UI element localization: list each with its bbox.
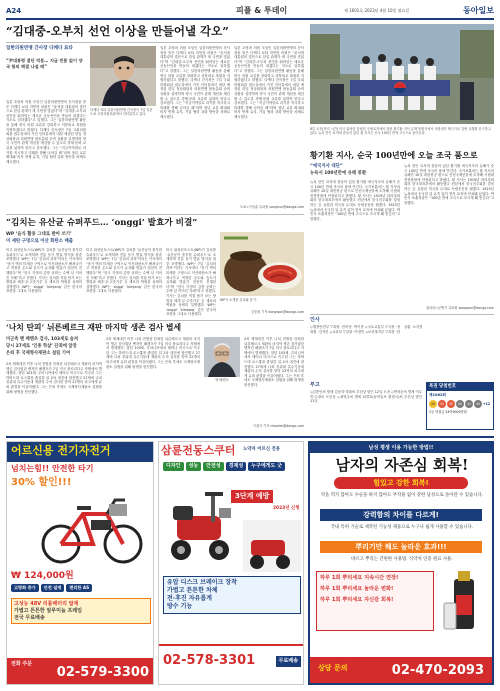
headline-kimchi: “김치는 유산균 슈퍼푸드… ‘onggi’ 발효가 비결” — [6, 218, 198, 228]
ad-tag: 고령화 증가 — [11, 584, 39, 592]
ad-health-bullets — [316, 571, 434, 631]
lotto-box — [426, 382, 494, 430]
ad-bike-cta: 전화 주문 — [11, 661, 33, 667]
ad-scooter[interactable] — [158, 441, 304, 685]
ad-badge: 성능 — [186, 462, 202, 471]
ad-bike-phone-band — [7, 658, 154, 684]
lotto-note: 1등 당첨금 24억9000만원 — [429, 409, 467, 414]
ad-scooter-point: 방수 기능 — [167, 603, 193, 611]
notices-title: 인사 — [310, 317, 320, 323]
ad-health-phone[interactable]: 02-470-2093 — [391, 663, 484, 678]
deck2-story4: 당시 27세로 ‘인종 학살’ 단죄에 앞장 — [6, 344, 77, 349]
ad-health-band: 힘있고 강한 회복! — [334, 477, 468, 489]
photo-takeda — [90, 46, 156, 106]
divider — [310, 314, 494, 315]
bike-illustration — [37, 492, 147, 566]
ad-scooter-headline: 삼륜전동스쿠터 — [161, 444, 236, 457]
ad-health-bullet: 하루 1회 뿌리세요 지속시간 연장! — [320, 575, 399, 581]
body-story1-col3: 일본 초당파 의원 모임인 일한의원연맹의 간사장을 맡은 다케다 료타 자민당 의원은 “윤석열 대통령의 결단으로 한일 관계가 새 국면을 맞았다”며 “김대중-오부치 선언을 뛰어넘는 새로운 공동선언을 만들어 내겠다는 각오로 임하겠다”고 말했다. 그는 일한의원연맹 활동을 통해 양국 의원 교류를 강화하고 셔틀외교 복원을 지원하겠다고 밝혔다. 다케다 간사장은 7일 국회의원회관 집무실에서 가진 인터뷰에서 내달 예정된 한일 정상회담과 의원연맹 합동총회 준비 상황을 설명하며 양국 국민이 관계 개선을 체감할 수 있도록 경제·문화 교류를 넓혀야 한다고 강조했다. 그는 “지금이야말로 과거를 직시하고 미래를 향해 나아갈 때”라며 청년 교류 확대와 비자 면제 유지, 기업 협력 강화 방안을 차례로 제시했다. — [234, 46, 304, 119]
ad-scooter-point: 유압 디스크 브레이크 장착 — [167, 579, 238, 586]
ad-scooter-price-label: 무료배송 — [276, 656, 301, 667]
issue-date: 제 1601호 2023년 4월 10일 월요일 — [344, 8, 410, 13]
masthead-logo: 동아일보 — [463, 5, 494, 15]
page-number: A24 — [6, 7, 22, 15]
notices-body: ◇행정안전부 ▽과장 ·진미영 ·박기종 ◇국토교통부 ▽국장 ·정희원 ·김석민 ◇교육부 ▽실장 ·이정민 ◇보건복지부 ▽과장 ·한상훈 ·오지현 — [310, 325, 423, 334]
ad-scooter-promo: 3단계 예방 — [231, 490, 273, 503]
deck2-story1: “尹대통령 결단 덕분… 지금 빈틈 없이 양국 합의 해결 나설 때” — [6, 58, 83, 69]
ad-scooter-footer — [159, 644, 304, 684]
deck-story1: 일한의원연맹 간사장 다케다 료타 — [6, 46, 73, 51]
ad-scooter-points — [163, 576, 301, 614]
lotto-title: 복권 당첨번호 — [427, 383, 493, 391]
ad-health-copy2: 국내 특허 기술로 제작된 기능성 제품으로 누구나 쉽게 사용할 수 있습니다. — [330, 525, 474, 530]
lotto-ball: 31 — [438, 400, 446, 408]
lotto-ball: 40 — [456, 400, 464, 408]
body-story3-col2: 미국 워싱턴포스트(WP)가 김치를 ‘유산균이 풍부한 슈퍼푸드’로 소개하며 전통 옹기 발효 방식을 집중 조명했다. WP는 7일 ‘김치의 과학’이라는 기사에서 “옹기 벽의 미세한 구멍으로 이산화탄소가 빠져나가고 적정한 온도와 습도가 유지돼 발효가 천천히 진행된다”며 “한국 가정의 김장 문화는 수백 년 이어진 지혜”라고 전했다. 기사는 김치를 직접 담가 보는 방법과 배추·무·고춧가루 등 재료의 역할을 상세히 설명했다. WP는 ‘onggi’ ‘kimjang’ 같은 한국어 표현을 그대로 사용했다. — [86, 248, 162, 294]
ad-scooter-brand: 노약자 어르신 전용 — [243, 447, 280, 452]
body-story1-col2: 일본 초당파 의원 모임인 일한의원연맹의 간사장을 맡은 다케다 료타 자민당 의원은 “윤석열 대통령의 결단으로 한일 관계가 새 국면을 맞았다”며 “김대중-오부치 선언을 뛰어넘는 새로운 공동선언을 만들어 내겠다는 각오로 임하겠다”고 말했다. 그는 일한의원연맹 활동을 통해 양국 의원 교류를 강화하고 셔틀외교 복원을 지원하겠다고 밝혔다. 다케다 간사장은 7일 국회의원회관 집무실에서 가진 인터뷰에서 내달 예정된 한일 정상회담과 의원연맹 합동총회 준비 상황을 설명하며 양국 국민이 관계 개선을 체감할 수 있도록 경제·문화 교류를 넓혀야 한다고 강조했다. 그는 “지금이야말로 과거를 직시하고 미래를 향해 나아갈 때”라며 청년 교류 확대와 비자 면제 유지, 기업 협력 강화 방안을 차례로 제시했다. — [160, 46, 230, 119]
caption-ferencz: 벤 페렌츠 — [215, 378, 229, 382]
ad-badge: 안전성 — [203, 462, 224, 471]
scooter-illustration — [167, 488, 239, 566]
ad-bike-headline: 어르신용 전기자전거 — [11, 444, 111, 457]
photo-repatriation — [310, 24, 494, 124]
deck2-story3: 미 세탄 구멍으로 이산 화탄소 배출 — [6, 239, 74, 244]
body-story4-col2: 2차 세계대전 이후 나치 전범을 단죄한 뉘른베르크 재판의 마지막 생존 검사였던 벤저민 페렌츠가 7일 미국 플로리다주 자택에서 별세했다. 향년 103세. 루마니아에서 태어나 미국으로 이주한 그는 하버드대 로스쿨을 졸업한 뒤 2차 대전에 참전했고 27세에 나치 친위대 특수기동대 재판의 수석 검사를 맡아 22명의 피고에게 유죄 판결을 이끌어냈다. 그는 은퇴 후에도 국제형사재판소 설립을 위해 평생을 헌신했다. — [106, 337, 200, 369]
lotto-ball: 20 — [429, 400, 437, 408]
caption-kimchi: WP가 소개한 김치와 옹기. — [220, 298, 257, 302]
obituary-body: ◇김종인씨 별세 김동하·경화씨 부친상 발인 12일 오전 ◇박정순씨 별세 이수민·수정씨 모친상 ◇최영수씨 별세 최경호(동아일보 편집국)씨 부친상 발인 11일 — [310, 390, 422, 404]
ad-badge: 디자인 — [163, 462, 184, 471]
byline-story2: 워싱턴=문병기 특파원 weappon@donga.com — [426, 306, 494, 310]
lotto-round: 제1062회 — [429, 392, 446, 397]
ad-bike-feature: 전국 무료배송 — [14, 614, 45, 621]
ad-health-headline: 남자의 자존심 회복! — [335, 456, 469, 474]
body-story2: 뉴욕 한인 묘지에 잠들어 있던 황기환 애국지사의 유해가 순국 100년 만에 조국의 품에 안긴다. 국가보훈처는 황 지사의 유해가 10일 대한항공 편으로 인천국제공항에 도착해 국립대전현충원에 안장된다고 밝혔다. 황 지사는 1919년 파리강화회의 한국대표부에서 활동했고 런던에서 한국친우회를 결성하는 등 유럽과 미국을 무대로 독립운동을 펼쳤다. 1923년 뉴욕에서 순국한 뒤 유족 없이 현지 묘지에 안치돼 있었다. 박민식 보훈처장은 “100년 만에 고국으로 모시게 돼 뜻깊다”고 말했다. — [310, 180, 400, 221]
ad-health-bullet: 하루 1회 뿌리세요 놀라운 변화! — [320, 586, 394, 593]
byline-story4: 이청아 기자 clearlee@donga.com — [252, 424, 304, 428]
body-story1: 일본 초당파 의원 모임인 일한의원연맹의 간사장을 맡은 다케다 료타 자민당 의원은 “윤석열 대통령의 결단으로 한일 관계가 새 국면을 맞았다”며 “김대중-오부치 선언을 뛰어넘는 새로운 공동선언을 만들어 내겠다는 각오로 임하겠다”고 말했다. 그는 일한의원연맹 활동을 통해 양국 의원 교류를 강화하고 셔틀외교 복원을 지원하겠다고 밝혔다. 다케다 간사장은 7일 국회의원회관 집무실에서 가진 인터뷰에서 내달 예정된 한일 정상회담과 의원연맹 합동총회 준비 상황을 설명하며 양국 국민이 관계 개선을 체감할 수 있도록 경제·문화 교류를 넓혀야 한다고 강조했다. 그는 “지금이야말로 과거를 직시하고 미래를 향해 나아갈 때”라며 청년 교류 확대와 비자 면제 유지, 기업 협력 강화 방안을 차례로 제시했다. — [6, 100, 86, 164]
ad-health-band3: 뿌리기만 해도 놀라운 효과!!! — [320, 541, 482, 553]
deck-story3: WP ‘음식 활용 그대로 받아 쓰기’ — [6, 232, 72, 237]
deck3-story4: 은퇴 후 국제형사재판소 설립 기여 — [6, 351, 71, 356]
ad-tag: 안전 설계 — [41, 584, 65, 592]
ad-scooter-point: 가볍고 튼튼한 차체 — [167, 587, 218, 595]
ad-mens-health[interactable] — [308, 441, 494, 685]
section-title: 피플 & 투데이 — [236, 6, 288, 15]
ad-health-footer — [310, 657, 492, 683]
headline-kim-obuchi: “김대중-오부치 선언 이상을 만들어낼 각오” — [6, 24, 229, 38]
ad-health-bullet: 하루 1회 뿌리세요 자신감 회복! — [320, 597, 394, 604]
body-story4: 2차 세계대전 이후 나치 전범을 단죄한 뉘른베르크 재판의 마지막 생존 검사였던 벤저민 페렌츠가 7일 미국 플로리다주 자택에서 별세했다. 향년 103세. 루마니아에서 태어나 미국으로 이주한 그는 하버드대 로스쿨을 졸업한 뒤 2차 대전에 참전했고 27세에 나치 친위대 특수기동대 재판의 수석 검사를 맡아 22명의 피고에게 유죄 판결을 이끌어냈다. 그는 은퇴 후에도 국제형사재판소 설립을 위해 평생을 헌신했다. — [6, 362, 102, 394]
byline-story3: 김동원 기자 dongwon@donga.com — [251, 310, 304, 314]
ad-badge: 경제성 — [226, 462, 247, 471]
ad-bike-sub: 넘치는힘!! 안전한 타기 — [11, 464, 94, 473]
ad-scooter-year: 2023년 신형 — [273, 506, 300, 511]
lotto-bonus: +12 — [483, 401, 491, 406]
ad-tag: 편리한 AS — [66, 584, 92, 592]
caption-repatriation: 8일 오전(현지 시간) 미국 워싱턴 알링턴 국립묘지에서 열린 황기환 지사 유해 봉환식에서 의장대가 태극기로 감싼 유해를 운구하고 있다. 뉴욕 한인 묘지에 잠들어 있던 황 지사는 순국 100년 만에 고국으로 돌아온다. — [310, 127, 491, 136]
ad-bike-feature: 고성능 48V 리튬배터리 탑재 — [14, 601, 79, 607]
obituary-title: 부고 — [310, 382, 320, 388]
ad-scooter-phone[interactable]: 02-578-3301 — [163, 653, 256, 668]
headline-nuremberg: ‘나치 탄피’ 뉘른베르크 재판 마지막 생존 검사 별세 — [6, 323, 182, 332]
ad-bike-phone[interactable]: 02-579-3300 — [56, 665, 149, 680]
body-story2-col2: 뉴욕 한인 묘지에 잠들어 있던 황기환 애국지사의 유해가 순국 100년 만에 조국의 품에 안긴다. 국가보훈처는 황 지사의 유해가 10일 대한항공 편으로 인천국제공항에 도착해 국립대전현충원에 안장된다고 밝혔다. 황 지사는 1919년 파리강화회의 한국대표부에서 활동했고 런던에서 한국친우회를 결성하는 등 유럽과 미국을 무대로 독립운동을 펼쳤다. 1923년 뉴욕에서 순국한 뒤 유족 없이 현지 묘지에 안치돼 있었다. 박민식 보훈처장은 “100년 만에 고국으로 모시게 돼 뜻깊다”고 말했다. — [404, 164, 494, 205]
ad-health-footer-label: 상담 문의 — [318, 664, 348, 672]
ad-health-copy3: 바르고 뿌리는 간편한 사용법. 식약처 인증 원료 사용. — [351, 557, 453, 562]
divider — [6, 214, 304, 215]
body-story3: 미국 워싱턴포스트(WP)가 김치를 ‘유산균이 풍부한 슈퍼푸드’로 소개하며 전통 옹기 발효 방식을 집중 조명했다. WP는 7일 ‘김치의 과학’이라는 기사에서 “옹기 벽의 미세한 구멍으로 이산화탄소가 빠져나가고 적정한 온도와 습도가 유지돼 발효가 천천히 진행된다”며 “한국 가정의 김장 문화는 수백 년 이어진 지혜”라고 전했다. 기사는 김치를 직접 담가 보는 방법과 배추·무·고춧가루 등 재료의 역할을 상세히 설명했다. WP는 ‘onggi’ ‘kimjang’ 같은 한국어 표현을 그대로 사용했다. — [6, 248, 82, 294]
divider — [6, 320, 304, 321]
photo-ferencz — [204, 337, 240, 377]
body-story4-col3: 2차 세계대전 이후 나치 전범을 단죄한 뉘른베르크 재판의 마지막 생존 검사였던 벤저민 페렌츠가 7일 미국 플로리다주 자택에서 별세했다. 향년 103세. 루마니아에서 태어나 미국으로 이주한 그는 하버드대 로스쿨을 졸업한 뒤 2차 대전에 참전했고 27세에 나치 친위대 특수기동대 재판의 수석 검사를 맡아 22명의 피고에게 유죄 판결을 이끌어냈다. 그는 은퇴 후에도 국제형사재판소 설립을 위해 평생을 헌신했다. — [244, 337, 304, 387]
lotto-numbers — [427, 400, 493, 408]
ad-scooter-thumb — [243, 520, 301, 572]
ad-electric-bike[interactable] — [6, 441, 154, 685]
byline-story1: 도쿄=이상훈 특파원 sanghun@donga.com — [239, 205, 304, 209]
caption-takeda: 다케다 료타 일한의원연맹 간사장이 7일 일본 도쿄 국회의원회관에서 인터뷰하고 있다. — [90, 108, 153, 117]
sub-story2: “애국지사 대단” — [310, 164, 343, 169]
photo-kimchi — [220, 232, 304, 296]
divider — [6, 42, 302, 43]
ad-bike-tags — [11, 584, 92, 592]
ad-divider — [6, 436, 494, 438]
page-header — [6, 4, 494, 20]
body-story3-col3: 미국 워싱턴포스트(WP)가 김치를 ‘유산균이 풍부한 슈퍼푸드’로 소개하며 전통 옹기 발효 방식을 집중 조명했다. WP는 7일 ‘김치의 과학’이라는 기사에서 “옹기 벽의 미세한 구멍으로 이산화탄소가 빠져나가고 적정한 온도와 습도가 유지돼 발효가 천천히 진행된다”며 “한국 가정의 김장 문화는 수백 년 이어진 지혜”라고 전했다. 기사는 김치를 직접 담가 보는 방법과 배추·무·고춧가루 등 재료의 역할을 상세히 설명했다. WP는 ‘onggi’ ‘kimjang’ 같은 한국어 표현을 그대로 사용했다. — [166, 248, 216, 317]
lotto-ball: 32 — [447, 400, 455, 408]
ad-bike-feature: 가볍고 튼튼한 알루미늄 프레임 — [14, 607, 83, 614]
lotto-ball: 45 — [474, 400, 482, 408]
ad-scooter-badges — [163, 462, 301, 471]
lotto-ball: 41 — [465, 400, 473, 408]
ad-bike-features — [11, 598, 151, 624]
ad-bike-price: ₩ 124,000원 — [11, 571, 74, 581]
deck-story2: 뉴욕서 100년만에 유해 봉환 — [310, 171, 367, 176]
ad-badge: 누구에게도 굿 — [248, 462, 285, 471]
ad-health-copy: 약을 먹지 않아도 수술을 하지 않아도 부작용 없이 강한 남성으로 돌아갈 수 있습니다. — [320, 493, 484, 498]
headline-hwang: 황기환 지사, 순국 100년만에 오늘 조국 품으로 — [310, 150, 478, 160]
ad-scooter-point: 전·후진 자유롭게 — [167, 595, 212, 603]
ad-health-band2: 강력함의 차이를 다르게! — [320, 509, 482, 521]
ad-bike-discount: 30% 할인!!! — [11, 477, 72, 488]
ad-health-top: 남성 평생 이용 가능한 방법!! — [310, 443, 492, 453]
product-bottle-illustration — [440, 569, 488, 633]
deck-story4: 미군측 벤 페렌츠 검사, 103세로 숨져 — [6, 337, 79, 342]
